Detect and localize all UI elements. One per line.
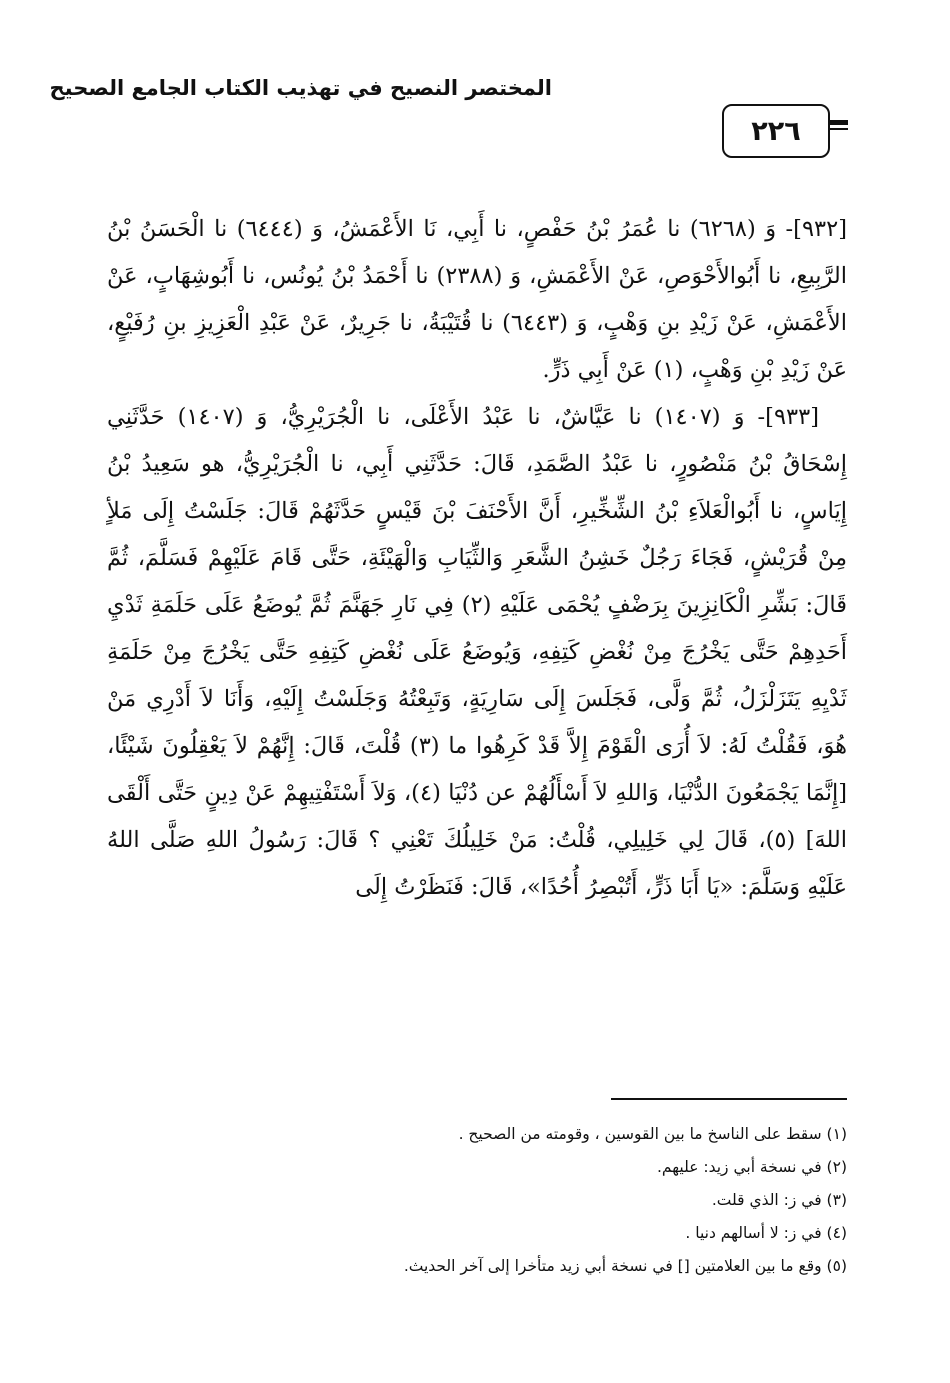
footnote-5: (٥) وقع ما بين العلامتين [] في نسخة أبي زيد متأخرا إلى آخر الحديث. xyxy=(403,1257,847,1275)
footnote-2: (٢) في نسخة أبي زيد: عليهم. xyxy=(657,1158,847,1176)
running-title: المختصر النصيح في تهذيب الكتاب الجامع الصحيح xyxy=(49,76,552,100)
paragraph-933: [٩٣٣]- وَ (١٤٠٧) نا عَيَّاشٌ، نا عَبْدُ الأَعْلَى، نا الْجُرَيْرِيُّ، وَ (١٤٠٧) حَدَّثَنِي إِسْحَاقُ بْنُ مَنْصُورٍ، نا عَبْدُ الصَّمَدِ، قَالَ: حَدَّثَنِي أَبِي، نا الْجُرَيْرِيُّ، هو سَعِيدُ بْنُ إِيَاسٍ، نا أَبُوالْعَلاَءِ بْنُ الشِّخِّيرِ، أَنَّ الأَحْنَفَ بْنَ قَيْسٍ حَدَّثَهُمْ قَالَ: جَلَسْتُ إِلَى مَلأٍ مِنْ قُرَيْشٍ، فَجَاءَ رَجُلٌ خَشِنُ الشَّعَرِ وَالثِّيَابِ وَالْهَيْئَةِ، حَتَّى قَامَ عَلَيْهِمْ فَسَلَّمَ، ثُمَّ قَالَ: بَشِّرِ الْكَانِزِينَ بِرَضْفٍ يُحْمَى عَلَيْهِ (٢) فِي نَارِ جَهَنَّمَ ثُمَّ يُوضَعُ عَلَى حَلَمَةِ ثَدْيِ أَحَدِهِمْ حَتَّى يَخْرُجَ مِنْ نُغْضِ كَتِفِهِ، وَيُوضَعُ عَلَى نُغْضِ كَتِفِهِ حَتَّى يَخْرُجَ مِنْ حَلَمَةِ ثَدْيِهِ يَتَزَلْزَلُ، ثُمَّ وَلَّى، فَجَلَسَ إِلَى سَارِيَةٍ، وَتَبِعْتُهُ وَجَلَسْتُ إِلَيْهِ، وَأَنَا لاَ أَدْرِي مَنْ هُوَ، فَقُلْتُ لَهُ: لاَ أُرَى الْقَوْمَ إِلاَّ قَدْ كَرِهُوا ما (٣) قُلْتَ، قَالَ: إِنَّهُمْ لاَ يَعْقِلُونَ شَيْئًا، [إِنَّمَا يَجْمَعُونَ الدُّنْيَا، وَاللهِ لاَ أَسْأَلُهُمْ عن دُنْيَا (٤)، وَلاَ أَسْتَفْتِيهِمْ عَنْ دِينٍ حَتَّى أَلْقَى اللهَ] (٥)، قَالَ لِي خَلِيلِي، قُلْتُ: مَنْ خَلِيلُكَ تَعْنِي ؟ قَالَ: رَسُولُ اللهِ صَلَّى اللهُ عَلَيْهِ وَسَلَّمَ: «يَا أَبَا ذَرٍّ، أَتُبْصِرُ أُحُدًا»، قَالَ: فَنَظَرْتُ إِلَى xyxy=(107,404,847,900)
footnote-separator xyxy=(611,1098,847,1100)
footnote-4: (٤) في ز: لا أسالهم دنيا . xyxy=(685,1224,847,1242)
paragraph-932: [٩٣٢]- وَ (٦٢٦٨) نا عُمَرُ بْنُ حَفْصٍ، نا أَبِي، نَا الأَعْمَشُ، وَ (٦٤٤٤) نا الْحَسَنُ بْنُ الرَّبِيعِ، نا أَبُوالأَحْوَصِ، عَنْ الأَعْمَشِ، وَ (٢٣٨٨) نا أَحْمَدُ بْنُ يُونُس، نا أَبُوشِهَابٍ، عَنْ الأَعْمَشِ، عَنْ زَيْدِ بنِ وَهْبٍ، وَ (٦٤٤٣) نا قُتَيْبَةُ، نا جَرِيرٌ، عَنْ عَبْدِ الْعَزِيزِ بنِ رُفَيْعٍ، عَنْ زَيْدِ بْنِ وَهْبٍ، (١) عَنْ أَبِي ذَرٍّ. xyxy=(107,216,847,383)
footnotes xyxy=(107,1118,847,1283)
footnote-3: (٣) في ز: الذي قلت. xyxy=(711,1191,847,1209)
footnote-1: (١) سقط على الناسخ ما بين القوسين ، وقومته من الصحيح . xyxy=(458,1125,847,1143)
page-number: ٢٢٦ xyxy=(722,104,830,158)
hadith-text xyxy=(107,206,847,911)
